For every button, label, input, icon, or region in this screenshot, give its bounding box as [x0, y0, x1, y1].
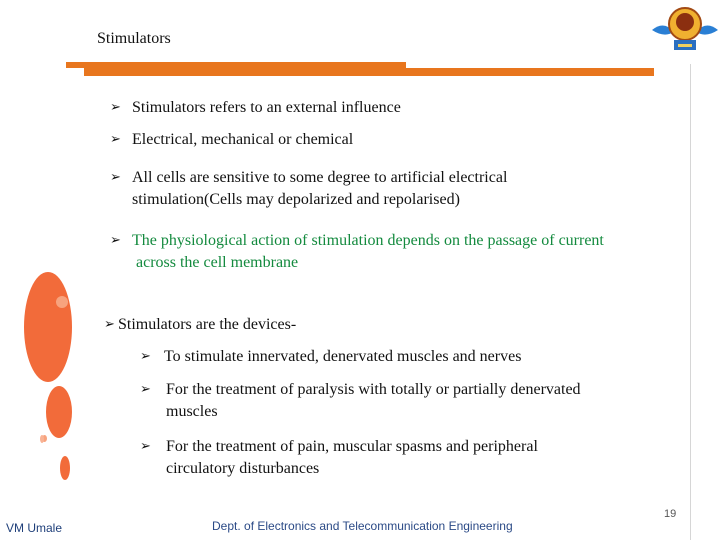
title-underline-lower [84, 68, 654, 76]
arrowhead-bullet-icon: ➢ [140, 382, 151, 397]
bullet-text: Stimulators are the devices- [118, 316, 297, 333]
bullet-text-line1: The physiological action of stimulation depends on the passage of current [132, 232, 604, 249]
decor-circle-dot [40, 435, 44, 443]
sub-bullet-text-line2: circulatory disturbances [166, 460, 320, 477]
slide-title: Stimulators [97, 30, 171, 47]
decor-circle-large [24, 272, 72, 382]
arrowhead-bullet-icon: ➢ [110, 170, 121, 185]
arrowhead-bullet-icon: ➢ [140, 349, 151, 364]
arrowhead-bullet-icon: ➢ [140, 439, 151, 454]
page-number: 19 [664, 508, 677, 520]
decor-circle-bottom [60, 456, 70, 480]
institute-emblem-icon [650, 0, 720, 56]
footer-department: Dept. of Electronics and Telecommunication Engineering [212, 519, 513, 533]
sub-bullet-item [140, 436, 538, 480]
sub-bullet-text-line1: For the treatment of paralysis with totally or partially denervated [166, 381, 581, 398]
bullet-item [110, 97, 401, 119]
arrowhead-bullet-icon: ➢ [104, 317, 115, 332]
bullet-item [104, 314, 296, 336]
bullet-text-line1: All cells are sensitive to some degree to artificial electrical [132, 169, 508, 186]
arrowhead-bullet-icon: ➢ [110, 132, 121, 147]
frame-line [690, 64, 691, 540]
institute-logo [650, 0, 720, 56]
decor-circle-medium [46, 386, 72, 438]
sub-bullet-text-line1: For the treatment of pain, muscular spasms and peripheral [166, 438, 538, 455]
bullet-text-line2: across the cell membrane [132, 254, 299, 271]
bullet-item [110, 129, 353, 151]
bullet-item-highlight [110, 230, 604, 274]
sub-bullet-text-line2: muscles [166, 403, 218, 420]
arrowhead-bullet-icon: ➢ [110, 233, 121, 248]
sub-bullet-item [140, 346, 521, 368]
bullet-text: Stimulators refers to an external influence [132, 99, 401, 116]
bullet-text-line2: stimulation(Cells may depolarized and repolarised) [132, 191, 460, 208]
arrowhead-bullet-icon: ➢ [110, 100, 121, 115]
sub-bullet-text: To stimulate innervated, denervated muscles and nerves [164, 348, 522, 365]
sub-bullet-item [140, 379, 581, 423]
footer-author: VM Umale [6, 521, 63, 535]
bullet-text: Electrical, mechanical or chemical [132, 131, 354, 148]
decor-circle-small-top [56, 296, 68, 308]
bullet-item [110, 167, 507, 211]
